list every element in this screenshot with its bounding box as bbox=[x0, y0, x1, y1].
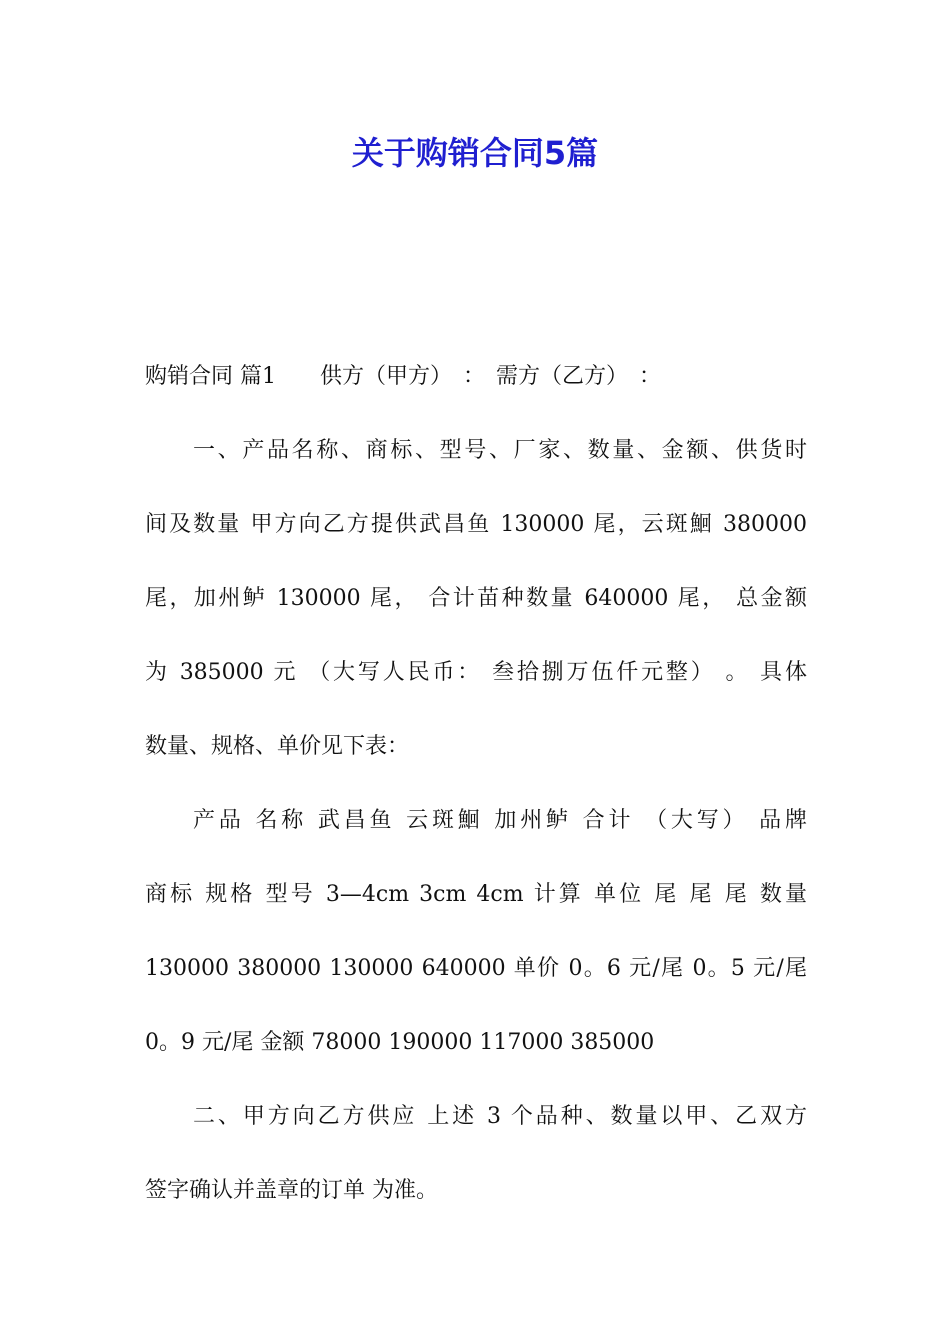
clause-one-paragraph bbox=[145, 414, 807, 784]
text-line: 一、产品名称、商标、型号、厂家、数量、金额、供货时 bbox=[193, 438, 807, 463]
text-line: 间及数量 甲方向乙方提供武昌鱼 130000 尾，云斑鮰 380000 bbox=[145, 512, 807, 537]
text-line: 签字确认并盖章的订单 为准。 bbox=[145, 1178, 438, 1203]
product-table-text bbox=[145, 784, 807, 1080]
text-line: 0。9 元/尾 金额 78000 190000 117000 385000 bbox=[145, 1030, 655, 1055]
text-line: 产品 名称 武昌鱼 云斑鮰 加州鲈 合计 （大写） 品牌 bbox=[193, 808, 807, 833]
text-line: 尾，加州鲈 130000 尾， 合计苗种数量 640000 尾， 总金额 bbox=[145, 586, 807, 611]
text-line: 二、甲方向乙方供应 上述 3 个品种、数量以甲、乙双方 bbox=[193, 1104, 807, 1129]
text-line: 商标 规格 型号 3—4cm 3cm 4cm 计算 单位 尾 尾 尾 数量 bbox=[145, 882, 807, 907]
document-title: 关于购销合同5篇 bbox=[351, 134, 599, 172]
text-line: 为 385000 元 （大写人民币： 叁拾捌万伍仟元整） 。 具体 bbox=[145, 660, 807, 685]
document-body bbox=[145, 340, 807, 1228]
clause-two-paragraph bbox=[145, 1080, 807, 1228]
text-line: 数量、规格、单价见下表： bbox=[145, 734, 410, 759]
contract-header-line bbox=[145, 340, 807, 414]
text-line: 130000 380000 130000 640000 单价 0。6 元/尾 0。5 元/尾 bbox=[145, 956, 807, 981]
text-line: 购销合同 篇1 供方（甲方） ： 需方（乙方） ： bbox=[145, 364, 661, 389]
